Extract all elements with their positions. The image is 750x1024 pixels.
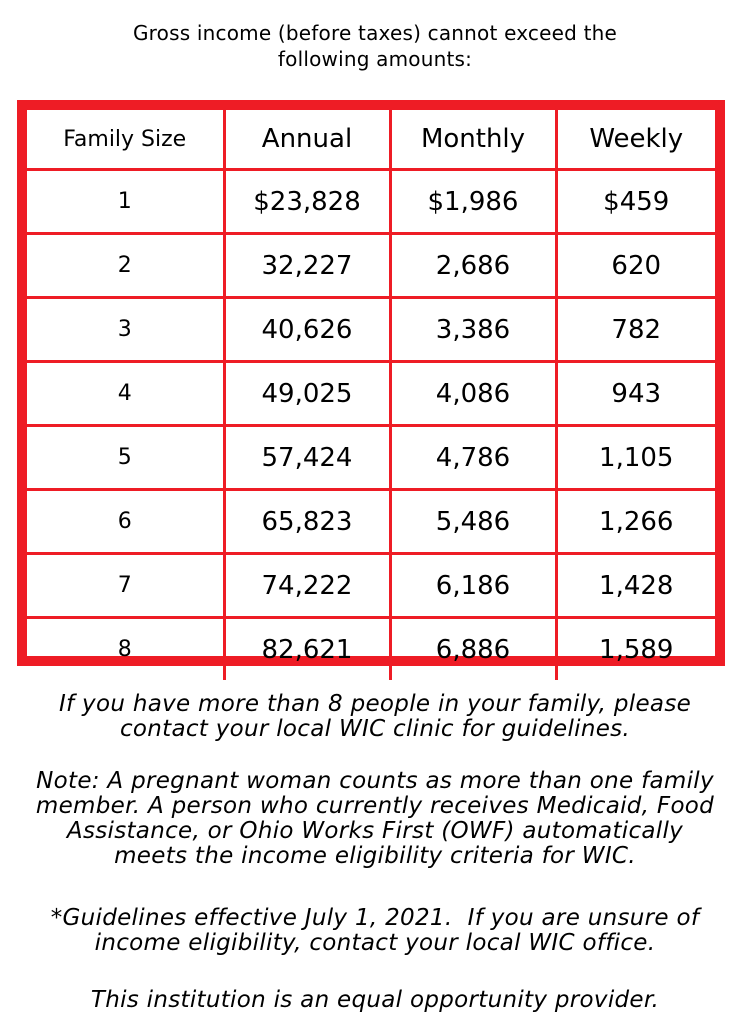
cell-annual: 65,823 <box>224 490 390 554</box>
cell-weekly: 1,589 <box>556 618 715 681</box>
note-line: meets the income eligibility criteria for WIC. <box>114 843 636 869</box>
large-family-note <box>0 692 750 742</box>
table-header-row <box>27 110 715 170</box>
cell-monthly: 2,686 <box>390 234 556 298</box>
intro-text <box>0 20 750 72</box>
table-row <box>27 298 715 362</box>
cell-annual: 57,424 <box>224 426 390 490</box>
note-line: member. A person who currently receives Medicaid, Food <box>35 793 715 819</box>
header-monthly: Monthly <box>390 110 556 170</box>
table-row <box>27 170 715 234</box>
cell-monthly: 4,086 <box>390 362 556 426</box>
cell-weekly: 620 <box>556 234 715 298</box>
cell-monthly: 3,386 <box>390 298 556 362</box>
cell-family-size: 1 <box>27 170 224 234</box>
cell-family-size: 4 <box>27 362 224 426</box>
cell-annual: $23,828 <box>224 170 390 234</box>
note-line: income eligibility, contact your local WIC office. <box>94 930 656 956</box>
cell-monthly: 6,186 <box>390 554 556 618</box>
note-line: *Guidelines effective July 1, 2021. If you are unsure of <box>50 905 700 931</box>
cell-family-size: 3 <box>27 298 224 362</box>
cell-annual: 32,227 <box>224 234 390 298</box>
table-row <box>27 362 715 426</box>
cell-family-size: 5 <box>27 426 224 490</box>
cell-annual: 49,025 <box>224 362 390 426</box>
cell-monthly: 5,486 <box>390 490 556 554</box>
cell-annual: 74,222 <box>224 554 390 618</box>
equal-opportunity-statement <box>0 988 750 1013</box>
effective-date-note <box>0 906 750 956</box>
cell-weekly: 1,428 <box>556 554 715 618</box>
table-row <box>27 426 715 490</box>
cell-weekly: 1,266 <box>556 490 715 554</box>
cell-weekly: 1,105 <box>556 426 715 490</box>
cell-monthly: 4,786 <box>390 426 556 490</box>
cell-monthly: $1,986 <box>390 170 556 234</box>
cell-family-size: 6 <box>27 490 224 554</box>
cell-annual: 40,626 <box>224 298 390 362</box>
cell-monthly: 6,886 <box>390 618 556 681</box>
table-row <box>27 554 715 618</box>
header-weekly: Weekly <box>556 110 715 170</box>
table-row <box>27 234 715 298</box>
note-line: Note: A pregnant woman counts as more than one family <box>36 768 714 794</box>
header-annual: Annual <box>224 110 390 170</box>
note-line: If you have more than 8 people in your family, please <box>58 691 692 717</box>
table-row <box>27 490 715 554</box>
income-table-frame <box>17 100 725 666</box>
intro-line-1: Gross income (before taxes) cannot exceed the <box>132 21 617 45</box>
cell-weekly: $459 <box>556 170 715 234</box>
cell-family-size: 8 <box>27 618 224 681</box>
intro-line-2: following amounts: <box>277 47 473 71</box>
cell-weekly: 782 <box>556 298 715 362</box>
note-line: Assistance, or Ohio Works First (OWF) automatically <box>66 818 684 844</box>
table-row <box>27 618 715 681</box>
note-line: This institution is an equal opportunity provider. <box>90 987 660 1013</box>
header-family-size: Family Size <box>27 110 224 170</box>
cell-weekly: 943 <box>556 362 715 426</box>
cell-family-size: 2 <box>27 234 224 298</box>
income-guidelines-table <box>27 110 715 680</box>
note-line: contact your local WIC clinic for guidelines. <box>119 716 631 742</box>
cell-annual: 82,621 <box>224 618 390 681</box>
cell-family-size: 7 <box>27 554 224 618</box>
pregnant-woman-note <box>0 769 750 869</box>
